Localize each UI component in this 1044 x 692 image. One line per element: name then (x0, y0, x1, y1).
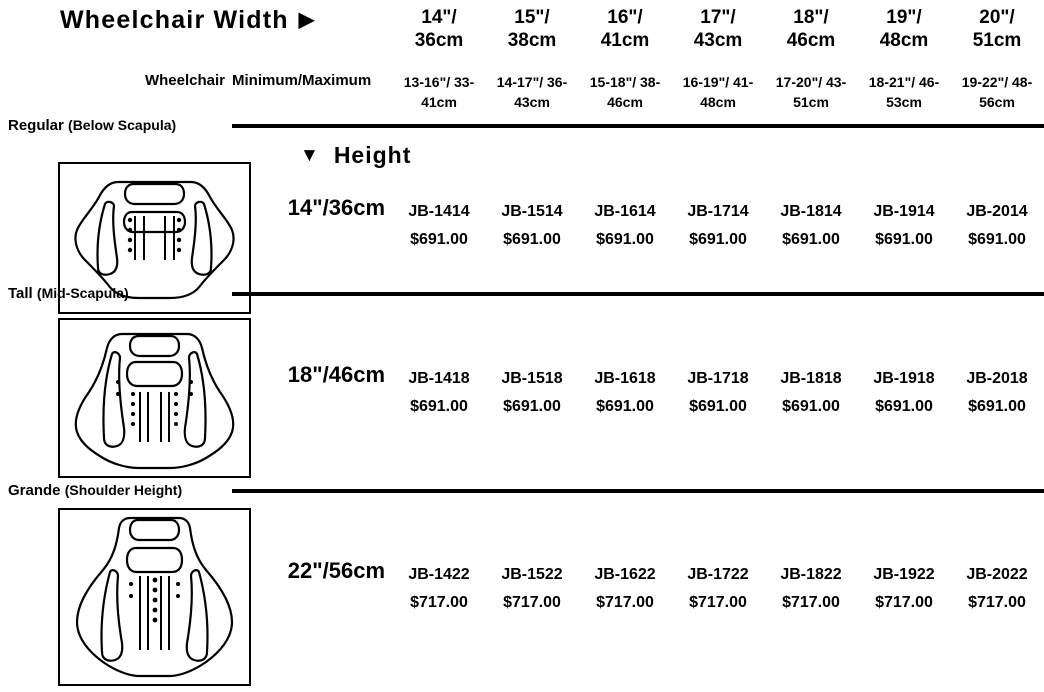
range-inches: 16-19"/ (682, 74, 730, 90)
cell-sku: JB-1918 (873, 370, 935, 387)
section-name: Grande (8, 482, 61, 499)
width-header-inches: 20"/ (979, 7, 1015, 28)
section-label-regular (8, 117, 176, 134)
width-range-3 (671, 72, 765, 112)
range-cm: 33-41cm (421, 74, 475, 110)
width-header-2 (578, 6, 672, 52)
cell-price: $691.00 (968, 231, 1026, 248)
wheelchair-row-label: Wheelchair (144, 72, 225, 89)
width-range-2 (578, 72, 672, 112)
width-header-1 (485, 6, 579, 52)
width-header-cm: 41cm (600, 30, 650, 51)
cell-sku: JB-1518 (501, 370, 563, 387)
width-header-cm: 48cm (879, 30, 929, 51)
cell-price: $691.00 (875, 231, 933, 248)
cell-sku: JB-1622 (594, 566, 656, 583)
range-cm: 38-46cm (607, 74, 661, 110)
section-rule-grande (232, 489, 1044, 493)
range-inches: 19-22"/ (961, 74, 1009, 90)
cell-sku: JB-1422 (408, 566, 470, 583)
cell-sku: JB-1514 (501, 203, 563, 220)
section-rule-tall (232, 292, 1044, 296)
cell-sku: JB-1818 (780, 370, 842, 387)
cell-price: $717.00 (689, 594, 747, 611)
cell-price: $691.00 (503, 398, 561, 415)
table-cell (764, 561, 858, 617)
table-cell (485, 365, 579, 421)
width-header-5 (857, 6, 951, 52)
cell-sku: JB-1718 (687, 370, 749, 387)
range-cm: 48-56cm (979, 74, 1033, 110)
range-inches: 14-17"/ (496, 74, 544, 90)
cell-sku: JB-2014 (966, 203, 1028, 220)
cell-price: $691.00 (410, 231, 468, 248)
width-header-4 (764, 6, 858, 52)
cell-price: $691.00 (689, 398, 747, 415)
cell-sku: JB-1822 (780, 566, 842, 583)
cell-price: $691.00 (968, 398, 1026, 415)
cell-sku: JB-2018 (966, 370, 1028, 387)
table-cell (764, 198, 858, 254)
width-range-6 (950, 72, 1044, 112)
width-header-0 (392, 6, 486, 52)
width-header-3 (671, 6, 765, 52)
width-range-5 (857, 72, 951, 112)
section-name: Regular (8, 117, 64, 134)
table-cell (857, 561, 951, 617)
cell-sku: JB-1914 (873, 203, 935, 220)
table-cell (857, 365, 951, 421)
row-height-regular: 14"/36cm (287, 195, 385, 220)
page-title (60, 6, 315, 35)
cell-price: $691.00 (503, 231, 561, 248)
cell-price: $717.00 (968, 594, 1026, 611)
cell-price: $691.00 (782, 398, 840, 415)
table-cell (485, 561, 579, 617)
cell-sku: JB-2022 (966, 566, 1028, 583)
table-cell (578, 365, 672, 421)
cell-sku: JB-1922 (873, 566, 935, 583)
width-header-inches: 18"/ (793, 7, 829, 28)
cell-price: $691.00 (875, 398, 933, 415)
section-label-tall (8, 285, 129, 302)
table-cell (392, 561, 486, 617)
table-cell (392, 198, 486, 254)
table-cell (857, 198, 951, 254)
width-header-cm: 46cm (786, 30, 836, 51)
section-label-grande (8, 482, 182, 499)
row-height-tall: 18"/46cm (287, 362, 385, 387)
cell-price: $717.00 (410, 594, 468, 611)
cell-price: $717.00 (782, 594, 840, 611)
range-cm: 46-53cm (886, 74, 940, 110)
width-header-inches: 19"/ (886, 7, 922, 28)
width-range-0 (392, 72, 486, 112)
cell-price: $717.00 (875, 594, 933, 611)
width-range-1 (485, 72, 579, 112)
cell-sku: JB-1418 (408, 370, 470, 387)
width-header-6 (950, 6, 1044, 52)
tall-backrest-illustration (58, 318, 251, 478)
section-qualifier: (Shoulder Height) (64, 482, 183, 498)
width-header-inches: 16"/ (607, 7, 643, 28)
width-header-cm: 51cm (972, 30, 1022, 51)
width-header-cm: 43cm (693, 30, 743, 51)
range-inches: 13-16"/ (403, 74, 451, 90)
section-name: Tall (8, 285, 33, 302)
cell-sku: JB-1714 (687, 203, 749, 220)
width-header-inches: 15"/ (514, 7, 550, 28)
table-cell (764, 365, 858, 421)
range-inches: 15-18"/ (589, 74, 637, 90)
cell-price: $691.00 (689, 231, 747, 248)
cell-price: $691.00 (782, 231, 840, 248)
height-column-marker (300, 142, 411, 169)
section-qualifier: (Mid-Scapula) (36, 285, 129, 301)
cell-sku: JB-1614 (594, 203, 656, 220)
table-cell (671, 198, 765, 254)
cell-price: $717.00 (503, 594, 561, 611)
table-cell (485, 198, 579, 254)
cell-price: $691.00 (596, 231, 654, 248)
width-header-cm: 36cm (414, 30, 464, 51)
cell-price: $691.00 (410, 398, 468, 415)
cell-price: $717.00 (596, 594, 654, 611)
cell-sku: JB-1414 (408, 203, 470, 220)
table-cell (392, 365, 486, 421)
table-cell (671, 561, 765, 617)
range-cm: 43-51cm (793, 74, 847, 110)
cell-sku: JB-1814 (780, 203, 842, 220)
table-cell (950, 561, 1044, 617)
range-inches: 18-21"/ (868, 74, 916, 90)
width-range-4 (764, 72, 858, 112)
cell-sku: JB-1618 (594, 370, 656, 387)
table-cell (950, 365, 1044, 421)
table-cell (671, 365, 765, 421)
table-cell (578, 198, 672, 254)
cell-price: $691.00 (596, 398, 654, 415)
width-header-inches: 17"/ (700, 7, 736, 28)
width-header-inches: 14"/ (421, 7, 457, 28)
section-qualifier: (Below Scapula) (68, 117, 177, 133)
table-cell (950, 198, 1044, 254)
table-cell (578, 561, 672, 617)
section-rule-regular (232, 124, 1044, 128)
range-cm: 41-48cm (700, 74, 754, 110)
range-inches: 17-20"/ (775, 74, 823, 90)
down-triangle-icon: ▼ (300, 145, 320, 166)
grande-backrest-illustration (58, 508, 251, 686)
page-title-text: Wheelchair Width (60, 6, 289, 34)
min-max-row-label: Minimum/Maximum (232, 72, 372, 89)
height-marker-label: Height (333, 142, 412, 168)
cell-sku: JB-1722 (687, 566, 749, 583)
width-header-cm: 38cm (507, 30, 557, 51)
row-height-grande: 22"/56cm (287, 558, 385, 583)
range-cm: 36-43cm (514, 74, 568, 110)
cell-sku: JB-1522 (501, 566, 563, 583)
right-triangle-icon: ▶ (298, 9, 316, 31)
